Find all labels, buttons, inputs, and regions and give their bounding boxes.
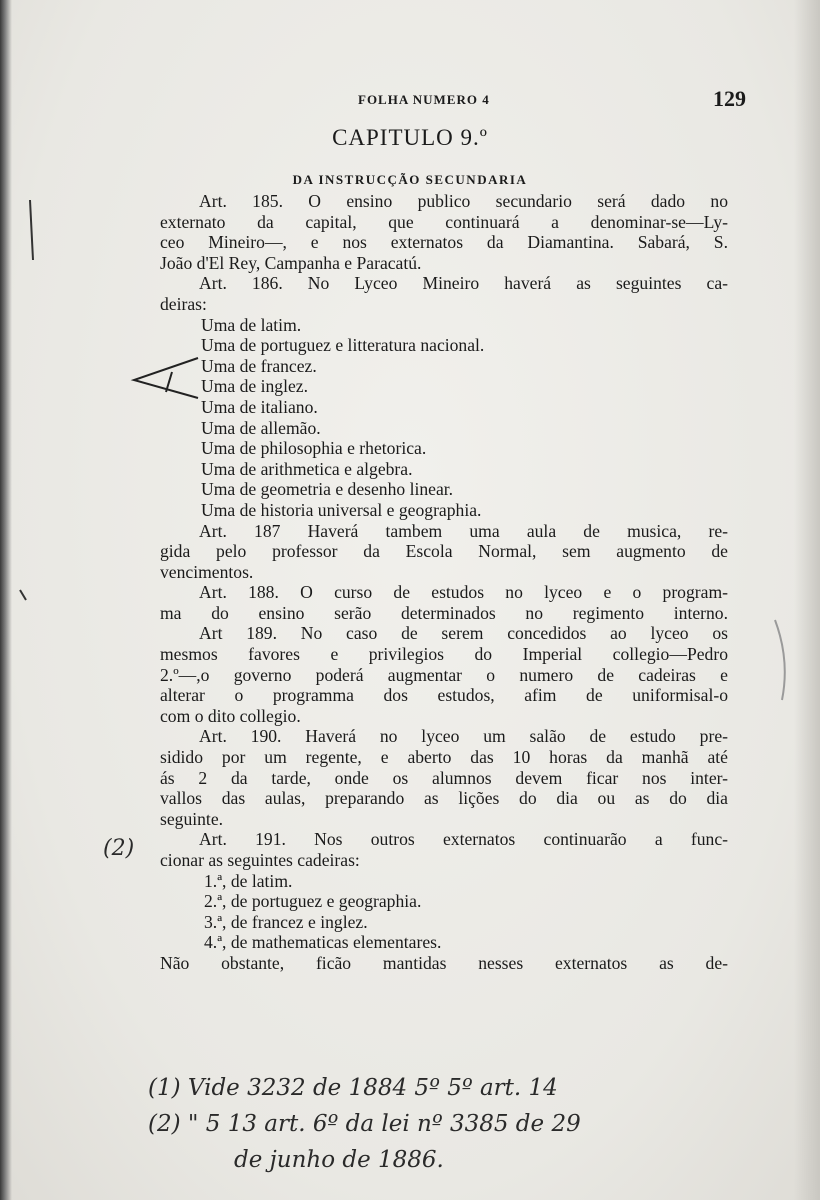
text-line: Uma de philosophia e rhetorica.: [201, 438, 427, 459]
text-line: 2.ª, de portuguez e geographia.: [204, 891, 422, 912]
text-line: ceo Mineiro—, e nos externatos da Diamantina. Sabará, S.: [160, 232, 728, 253]
text-line: 3.ª, de francez e inglez.: [204, 911, 368, 932]
text-line: 1.ª, de latim.: [204, 870, 293, 891]
text-line: gida pelo professor da Escola Normal, sem augmento de: [160, 541, 728, 562]
text-line: Uma de latim.: [201, 314, 302, 335]
text-line: Uma de inglez.: [201, 376, 308, 397]
text-line: ás 2 da tarde, onde os alumnos devem ficar nos inter-: [160, 767, 728, 788]
section-subtitle: DA INSTRUCÇÃO SECUNDARIA: [292, 172, 528, 187]
text-line: Uma de arithmetica e algebra.: [201, 458, 413, 479]
text-line: Art. 190. Haverá no lyceo um salão de estudo pre-: [199, 726, 728, 747]
text-line: cionar as seguintes cadeiras:: [160, 850, 360, 870]
text-line: 4.ª, de mathematicas elementares.: [204, 932, 442, 953]
text-line: externato da capital, que continuará a denominar-se—Ly-: [160, 211, 728, 232]
text-line: alterar o programma dos estudos, afim de uniformisal-o: [160, 685, 728, 706]
text-line: Art. 191. Nos outros externatos continuarão a func-: [199, 829, 728, 850]
margin-note-2: (2): [103, 836, 135, 861]
text-line: Art. 186. No Lyceo Mineiro haverá as seguintes ca-: [199, 273, 728, 294]
text-line: Art 189. No caso de serem concedidos ao lyceo os: [199, 623, 728, 644]
handwritten-note-2: (2) " 5 13 art. 6º da lei nº 3385 de 29: [148, 1111, 581, 1137]
text-line: Art. 185. O ensino publico secundario será dado no: [199, 191, 728, 211]
text-line: Uma de allemão.: [201, 417, 321, 438]
handwritten-notes: [148, 1075, 788, 1183]
text-line: Art. 187 Haverá tambem uma aula de musica, re-: [199, 520, 728, 541]
text-line: Uma de geometria e desenho linear.: [201, 479, 454, 500]
text-line: ma do ensino serão determinados no regimento interno.: [160, 602, 728, 623]
text-line: 2.º—,o governo poderá augmentar o numero de cadeiras e: [160, 664, 728, 685]
text-line: deiras:: [160, 293, 207, 314]
margin-bracket-mark: [134, 358, 198, 398]
text-line: vencimentos.: [160, 561, 254, 582]
text-line: Uma de italiano.: [201, 396, 318, 417]
chapter-title: CAPITULO 9.º: [332, 125, 488, 150]
text-line: sidido por um regente, e aberto das 10 horas da manhã até: [160, 747, 728, 768]
text-line: Uma de francez.: [201, 355, 317, 376]
page-number: 129: [713, 86, 746, 111]
text-line: Não obstante, ficão mantidas nesses externatos as de-: [160, 952, 728, 973]
text-line: João d'El Rey, Campanha e Paracatú.: [160, 252, 422, 273]
text-line: seguinte.: [160, 808, 224, 829]
text-line: Uma de portuguez e litteratura nacional.: [201, 335, 485, 356]
right-margin-mark: [775, 620, 785, 700]
text-line: Uma de historia universal e geographia.: [201, 499, 482, 520]
handwritten-note-1: (1) Vide 3232 de 1884 5º 5º art. 14: [148, 1075, 558, 1101]
text-line: com o dito collegio.: [160, 705, 301, 726]
left-margin-tick: [20, 200, 33, 600]
text-line: Art. 188. O curso de estudos no lyceo e o program-: [199, 582, 728, 603]
text-line: mesmos favores e privilegios do Imperial collegio—Pedro: [160, 644, 728, 665]
handwritten-note-3: de junho de 1886.: [234, 1147, 444, 1173]
text-line: vallos das aulas, preparando as lições do dia ou as do dia: [160, 788, 728, 809]
folha-label: FOLHA NUMERO 4: [358, 92, 490, 107]
